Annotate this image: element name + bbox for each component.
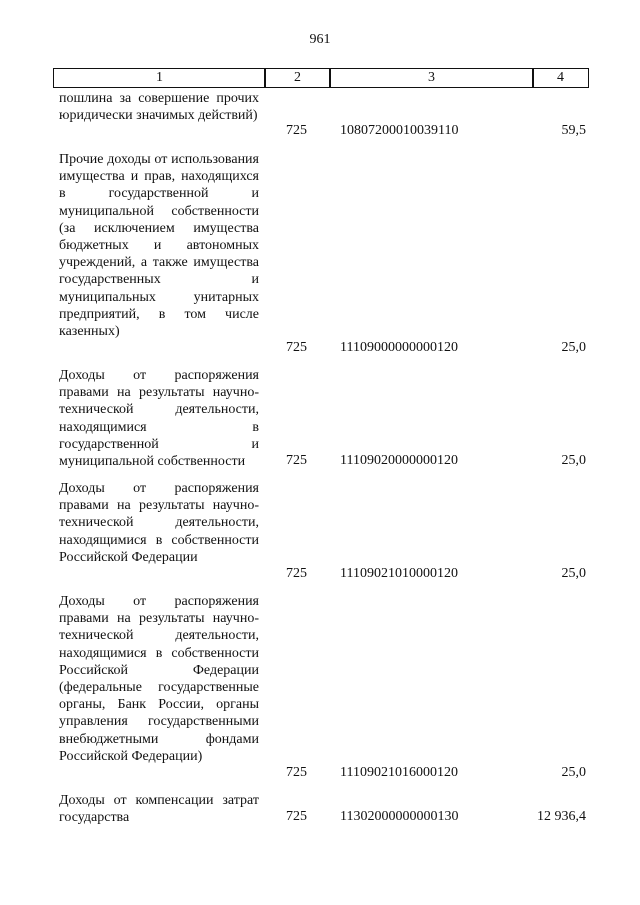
row-amount: 25,0 [561,340,586,355]
row-amount: 25,0 [561,765,586,780]
row-amount: 12 936,4 [537,809,586,824]
row-kbk: 11109000000000120 [340,340,458,355]
row-code: 725 [286,809,307,824]
row-description: Доходы от распоряжения правами на результаты научно-технической деятельности, находящимися в собственности Российской Федерации (федеральные государственные органы, Банк России, органы управления государственными внебюджетными фондами Российской Федерации) [59,594,259,764]
row-code: 725 [286,340,307,355]
row-amount: 25,0 [561,566,586,581]
row-code: 725 [286,453,307,468]
row-kbk: 11109021010000120 [340,566,458,581]
row-description: Доходы от компенсации затрат государства [59,793,259,826]
row-description: Доходы от распоряжения правами на результаты научно-технической деятельности, находящимися в государственной и муниципальной собственности [59,368,259,470]
row-kbk: 11302000000000130 [340,809,459,824]
row-code: 725 [286,566,307,581]
row-kbk: 11109020000000120 [340,453,458,468]
column-header-description: 1 [53,68,266,88]
table-header-row [53,68,587,88]
row-description: Доходы от распоряжения правами на результаты научно-технической деятельности, находящимися в собственности Российской Федерации [59,481,259,565]
row-amount: 25,0 [561,453,586,468]
row-code: 725 [286,123,307,138]
page-number: 961 [309,32,331,47]
row-code: 725 [286,765,307,780]
row-description: Прочие доходы от использования имущества и прав, находящихся в государственной и муниципальной собственности (за исключением имущества бюджетных и автономных учреждений, а также имущества государственных и муниципальных унитарных предприятий, в том числе казенных) [59,152,259,340]
row-kbk: 10807200010039110 [340,123,459,138]
row-amount: 59,5 [561,123,586,138]
row-description: пошлина за совершение прочих юридически значимых действий) [59,91,259,124]
column-header-kbk: 3 [329,68,534,88]
column-header-amount: 4 [532,68,589,88]
row-kbk: 11109021016000120 [340,765,458,780]
column-header-code: 2 [264,68,331,88]
